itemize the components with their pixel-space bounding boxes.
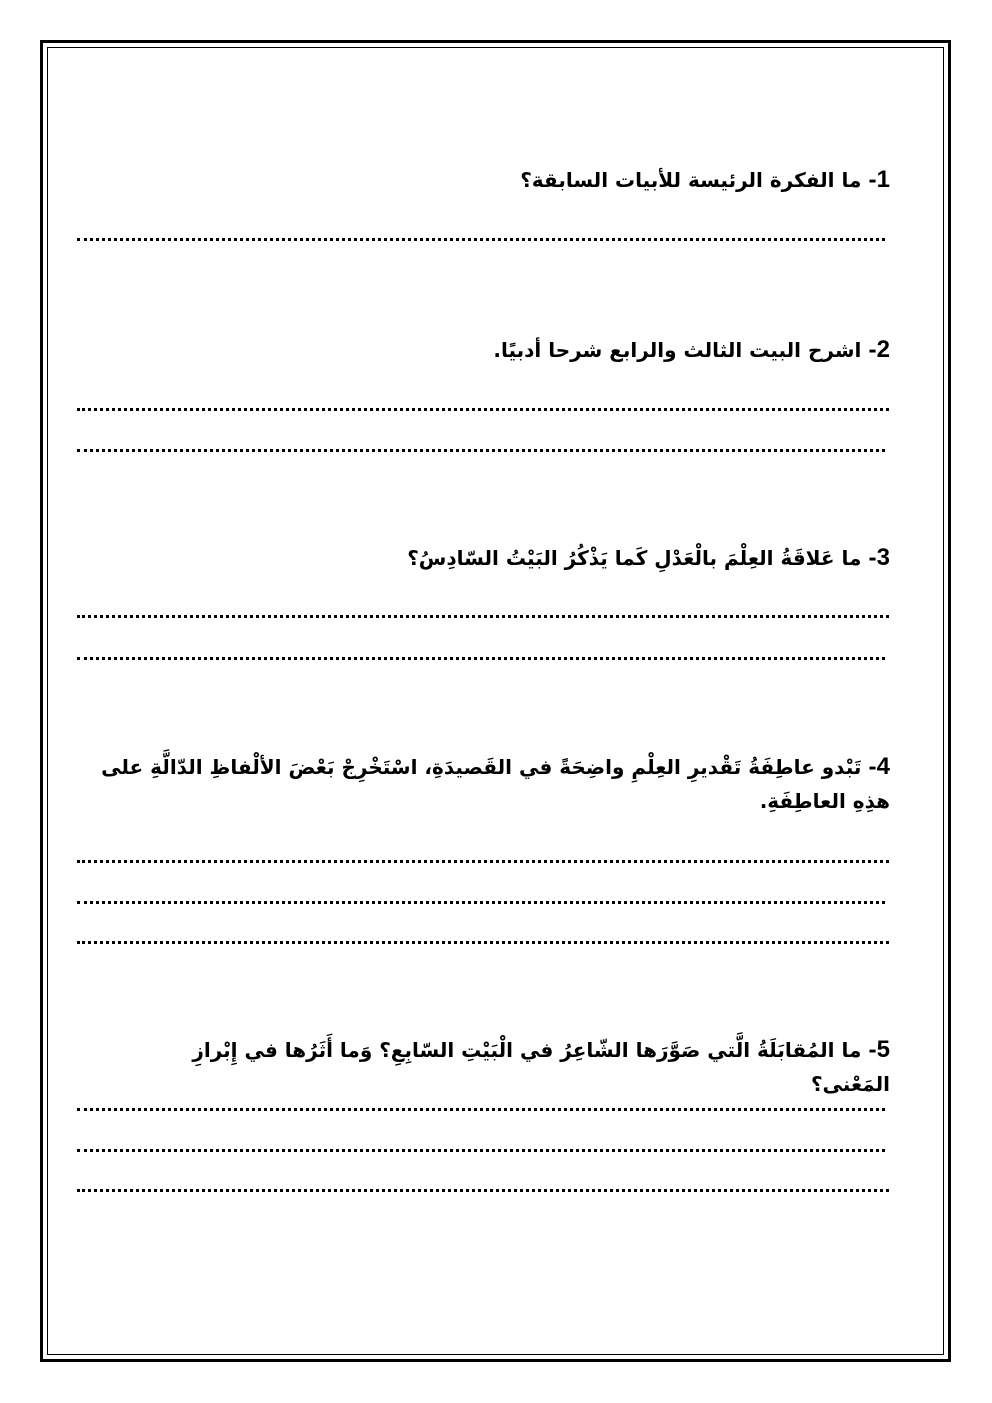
answer-line[interactable] [77,1149,885,1152]
answer-line[interactable] [77,1108,885,1111]
question-number: 1 [876,166,890,193]
answer-line[interactable] [77,238,885,241]
answer-line[interactable] [77,449,885,452]
answer-line[interactable] [77,860,889,863]
question-1 [110,163,890,197]
answer-line[interactable] [77,615,889,618]
question-3 [110,541,890,575]
question-text: - ما الفكرة الرئيسة للأبيات السابقة؟ [520,168,877,192]
answer-line[interactable] [77,901,885,904]
page-border-inner [47,47,944,1355]
question-5 [110,1033,890,1101]
question-number: 3 [876,544,890,571]
question-text: - تَبْدو عاطِفَةُ تَقْديرِ العِلْمِ واضِحَةً في القَصيدَةِ، اسْتَخْرِجْ بَعْضَ الألْفاظِ الدّالَّةِ على هذِهِ العاطِفَةِ. [101,755,890,813]
answer-line[interactable] [77,657,885,660]
question-2 [110,333,890,367]
answer-line[interactable] [77,1189,889,1192]
question-number: 2 [876,336,890,363]
answer-line[interactable] [77,941,889,944]
answer-line[interactable] [77,408,889,411]
question-text: - اشرح البيت الثالث والرابع شرحا أدبيًا. [493,338,877,362]
question-text: - ما المُقابَلَةُ الَّتي صَوَّرَها الشّاعِرُ في الْبَيْتِ السّابِعِ؟ وَما أَثَرُها في إِبْرازِ المَعْنى؟ [192,1038,890,1096]
question-4 [100,750,890,818]
question-number: 4 [876,753,890,780]
question-text: - ما عَلاقَةُ العِلْمَ بالْعَدْلِ كَما يَذْكُرُ البَيْتُ السّادِسُ؟ [407,546,877,570]
question-number: 5 [876,1036,890,1063]
